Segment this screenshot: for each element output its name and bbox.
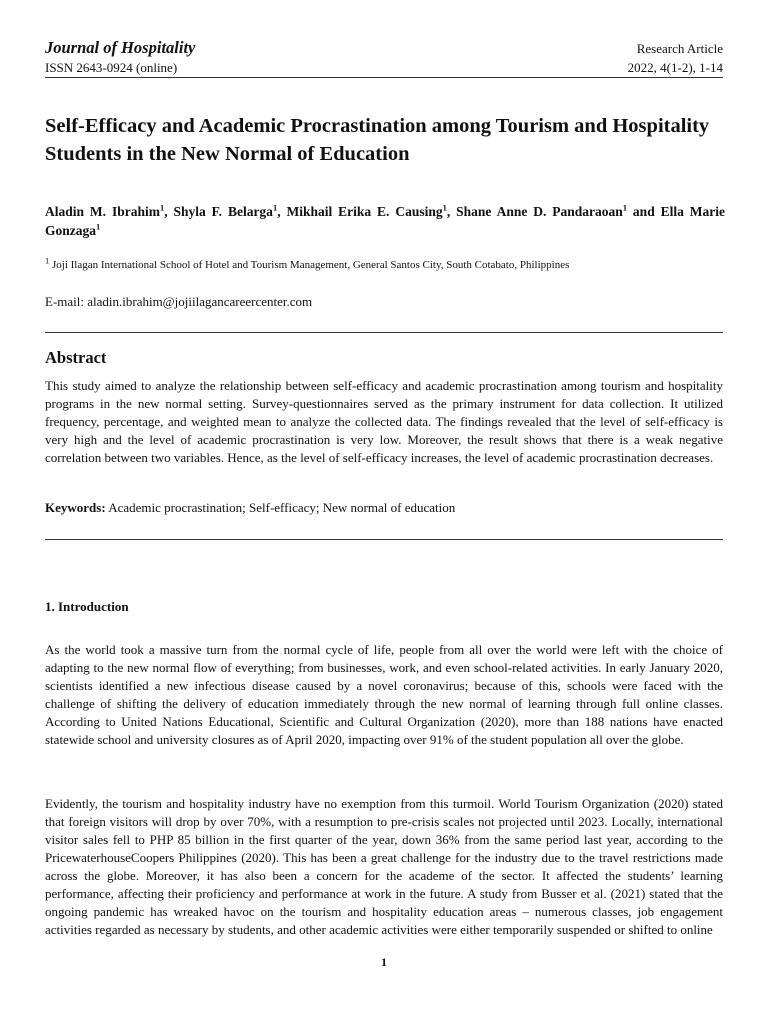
issn: ISSN 2643-0924 (online): [45, 60, 178, 75]
affiliation-mark: 1: [45, 255, 50, 266]
author-name: Mikhail Erika E. Causing: [286, 204, 443, 219]
volume-info: 2022, 4(1-2), 1-14: [627, 60, 723, 75]
intro-paragraph-2: Evidently, the tourism and hospitality industry have no exemption from this turmoil. World Tourism Organization (2020) stated that foreign visitors will drop by over 70%, with a resumption to pre-crisis scales not projected until 2023. Locally, international visitor sales fell to PHP 85 billion in the first quarter of the year, down 36% from the same period last year, according to the PricewaterhouseCoopers Philippines (2020). This has been a great challenge for the industry due to the travel restrictions made across the globe. Moreover, it has also been a concern for the academe of the sector. It affected the students’ learning performance, affecting their proficiency and performance at work in the future. A study from Busser et al. (2021) stated that the ongoing pandemic has wreaked havoc on the tourism and hospitality education areas – numerous classes, job engagement activities regarded as necessary by students, and other academic activities were either temporarily suspended or shifted to online: [45, 796, 723, 937]
abstract-text: This study aimed to analyze the relationship between self-efficacy and academic procrastination among tourism and hospitality programs in the new normal setting. Survey-questionnaires served as the primary instrument for data collection. It utilized frequency, percentage, and weighted mean to analyze the collected data. The findings revealed that the level of self-efficacy is very high and the level of academic procrastination is very low. Moreover, the result shows that there is a weak negative correlation between two variables. Hence, as the level of self-efficacy increases, the level of academic procrastination decreases.: [45, 378, 723, 465]
author-list: Aladin M. Ibrahim$^1$, Shyla F. Belarga$^1$, Mikhail Erika E. Causing$^1$, Shane Anne D. Pandaraoan$^1$ and Ella Marie Gonzaga$^1$: [45, 202, 725, 238]
contact-email: E-mail: aladin.ibrahim@jojiilagancareercenter.com: [45, 294, 313, 309]
header-divider: [45, 77, 723, 78]
author-name: Ella Marie Gonzaga: [45, 204, 725, 238]
author-name: Shyla F. Belarga: [173, 204, 273, 219]
affiliation-mark: 1: [442, 202, 447, 213]
abstract-bottom-divider: [45, 539, 723, 540]
keywords-label: Keywords:: [45, 500, 106, 515]
affiliation-mark: 1: [272, 202, 278, 213]
keywords-text: Academic procrastination; Self-efficacy; New normal of education: [108, 500, 456, 515]
affiliation-mark: 1: [159, 202, 165, 213]
abstract-heading: Abstract: [45, 348, 107, 367]
section-heading: 1. Introduction: [45, 599, 129, 614]
keywords: [45, 500, 455, 516]
page-number: 1: [381, 955, 387, 969]
journal-name: Journal of Hospitality: [45, 38, 196, 57]
author-name: Shane Anne D. Pandaraoan: [456, 204, 623, 219]
affiliation-text: Joji Ilagan International School of Hotel and Tourism Management, General Santos City, South Cotabato, Philippines: [52, 259, 570, 271]
abstract-top-divider: [45, 332, 723, 333]
affiliation: [45, 255, 725, 271]
intro-paragraph-1: As the world took a massive turn from the normal cycle of life, people from all over the world were left with the choice of adapting to the new normal flow of everything; from businesses, work, and even school-related activities. In early January 2020, scientists identified a new infectious disease caused by a novel coronavirus; because of this, schools were faced with the challenge of shifting the delivery of education immediately through the new normal of learning through full online classes. According to United Nations Educational, Scientific and Cultural Organization (2020), more than 188 nations have enacted statewide school and university closures as of April 2020, impacting over 91% of the student population all over the globe.: [45, 642, 723, 747]
author-name: Aladin M. Ibrahim: [45, 204, 160, 219]
article-title: Self-Efficacy and Academic Procrastination among Tourism and Hospitality Students in the New Normal of Education: [45, 115, 710, 165]
article-type: Research Article: [636, 41, 723, 56]
affiliation-mark: 1: [96, 221, 101, 232]
affiliation-mark: 1: [622, 202, 628, 213]
